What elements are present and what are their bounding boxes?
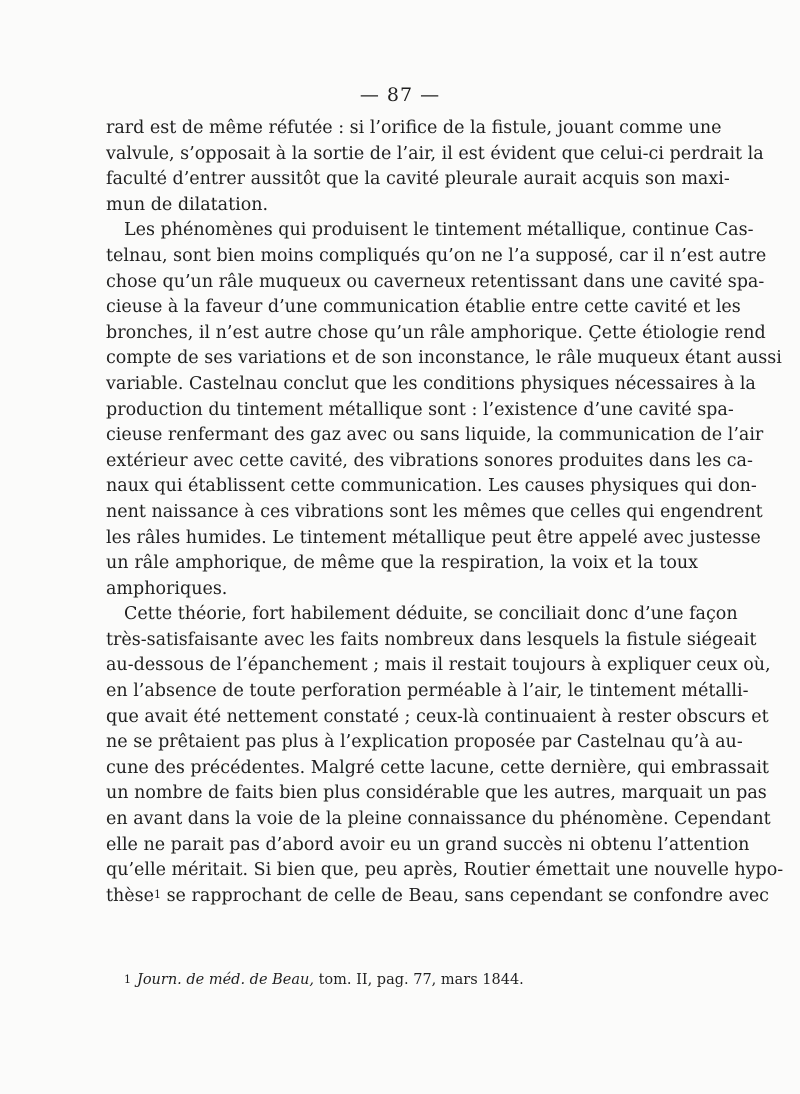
footnote-mark: 1 (154, 887, 161, 901)
text-line: valvule, s’opposait à la sortie de l’air, il est évident que celui-ci perdrait la (106, 143, 764, 164)
text-line: cune des précédentes. Malgré cette lacune, cette dernière, qui embrassait (106, 757, 769, 778)
text-line: telnau, sont bien moins compliqués qu’on ne l’a supposé, car il n’est autre (106, 245, 767, 266)
paragraph-2 (106, 218, 782, 602)
text-line: amphoriques. (106, 578, 228, 599)
text-line: cieuse renfermant des gaz avec ou sans liquide, la communication de l’air (106, 425, 764, 446)
text-line: cieuse à la faveur d’une communication établie entre cette cavité et les (106, 297, 741, 318)
body-text (106, 116, 784, 909)
text-line: un nombre de faits bien plus considérable que les autres, marquait un pas (106, 783, 767, 804)
page-number: — 87 — (359, 84, 441, 106)
text-line: qu’elle méritait. Si bien que, peu après, Routier émettait une nouvelle hypo- (106, 860, 784, 881)
text-line: en avant dans la voie de la pleine connaissance du phénomène. Cependant (106, 809, 771, 830)
text-fragment: thèse (106, 885, 154, 906)
footnote (124, 970, 684, 990)
text-line: Cette théorie, fort habilement déduite, se conciliait donc d’une façon (124, 604, 738, 625)
footnote-reference: tom. II, pag. 77, mars 1844. (313, 972, 524, 988)
text-line: les râles humides. Le tintement métallique peut être appelé avec justesse (106, 527, 761, 548)
text-line: elle ne parait pas d’abord avoir eu un grand succès ni obtenu l’attention (106, 834, 750, 855)
paragraph-1 (106, 116, 764, 218)
text-line: rard est de même réfutée : si l’orifice de la fistule, jouant comme une (106, 118, 722, 138)
text-line: Les phénomènes qui produisent le tintement métallique, continue Cas- (124, 220, 754, 241)
text-line: naux qui établissent cette communication. Les causes physiques qui don- (106, 476, 757, 497)
text-line: variable. Castelnau conclut que les conditions physiques nécessaires à la (106, 373, 756, 394)
paragraph-3 (106, 602, 784, 909)
text-line: nent naissance à ces vibrations sont les mêmes que celles qui engendrent (106, 501, 763, 522)
text-line: faculté d’entrer aussitôt que la cavité pleurale aurait acquis son maxi- (106, 169, 730, 190)
text-line: extérieur avec cette cavité, des vibrations sonores produites dans les ca- (106, 450, 753, 471)
text-line: au-dessous de l’épanchement ; mais il restait toujours à expliquer ceux où, (106, 655, 771, 676)
text-line: très-satisfaisante avec les faits nombreux dans lesquels la fistule siégeait (106, 629, 757, 650)
text-line: compte de ses variations et de son inconstance, le râle muqueux étant aussi (106, 348, 782, 369)
text-line-with-footnote-mark (106, 884, 769, 910)
footnote-journal: Journ. de méd. de Beau, (137, 972, 314, 988)
text-line: mun de dilatation. (106, 194, 269, 215)
text-line: que avait été nettement constaté ; ceux-là continuaient à rester obscurs et (106, 706, 769, 727)
text-fragment: se rapprochant de celle de Beau, sans cependant se confondre avec (161, 885, 769, 906)
text-line: bronches, il n’est autre chose qu’un râle amphorique. Çette étiologie rend (106, 322, 766, 343)
text-line: un râle amphorique, de même que la respiration, la voix et la toux (106, 553, 698, 574)
text-line: chose qu’un râle muqueux ou caverneux retentissant dans une cavité spa- (106, 271, 765, 292)
text-line: production du tintement métallique sont : l’existence d’une cavité spa- (106, 399, 734, 420)
text-line: ne se prêtaient pas plus à l’explication proposée par Castelnau qu’à au- (106, 732, 743, 753)
text-line: en l’absence de toute perforation perméable à l’air, le tintement métalli- (106, 681, 749, 702)
footnote-number: 1 (124, 973, 131, 986)
